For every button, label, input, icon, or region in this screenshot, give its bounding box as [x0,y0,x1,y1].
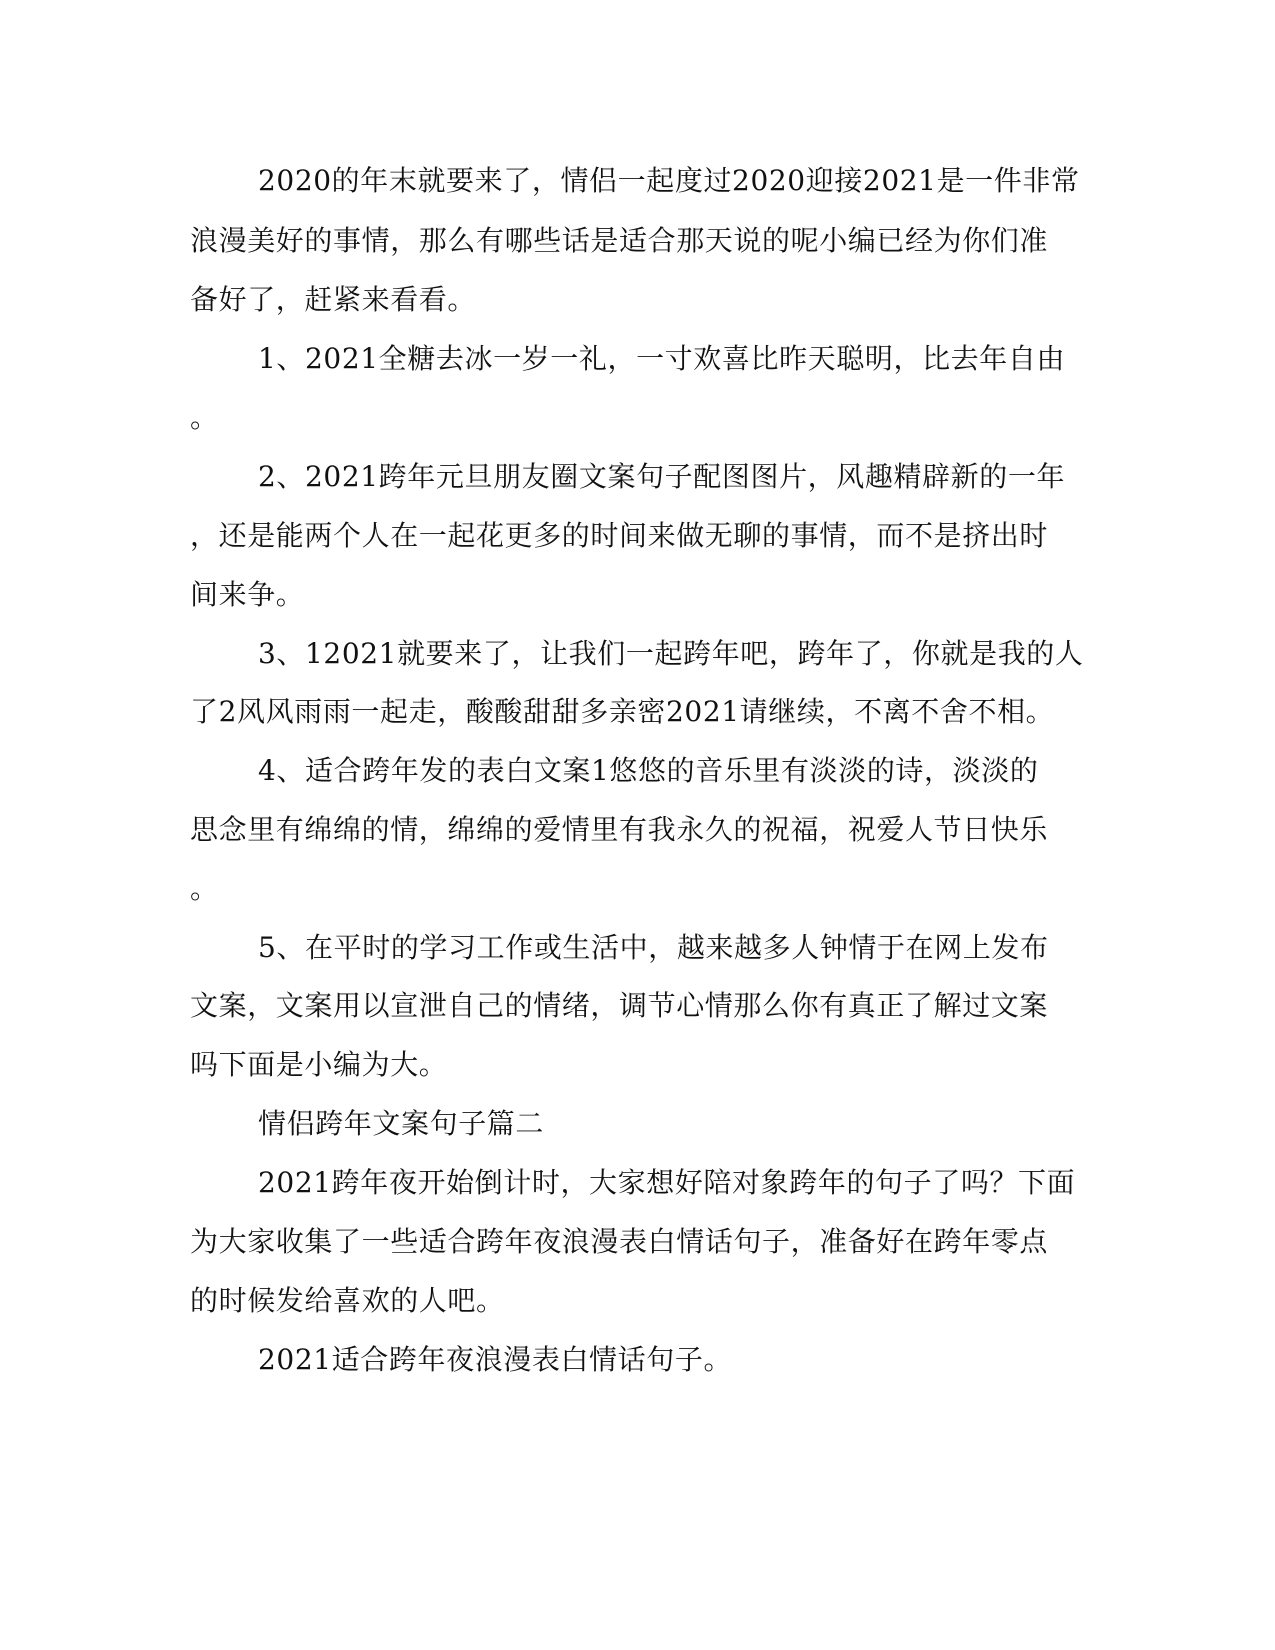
item-2-line-2: ，还是能两个人在一起花更多的时间来做无聊的事情，而不是挤出时 [190,519,1049,552]
item-5-line-2: 文案，文案用以宣泄自己的情绪，调节心情那么你有真正了解过文案 [190,989,1049,1022]
item-2-line-1: 2、2021跨年元旦朋友圈文案句子配图图片，风趣精辟新的一年 [258,460,1066,493]
paragraph-intro-line-1: 2020的年末就要来了，情侣一起度过2020迎接2021是一件非常 [258,164,1080,197]
paragraph-intro-line-3: 备好了，赶紧来看看。 [190,283,477,316]
item-1-line-1: 1、2021全糖去冰一岁一礼，一寸欢喜比昨天聪明，比去年自由 [258,342,1066,375]
paragraph-2-line-3: 的时候发给喜欢的人吧。 [190,1284,505,1317]
paragraph-intro-line-2: 浪漫美好的事情，那么有哪些话是适合那天说的呢小编已经为你们准 [190,224,1049,257]
item-2-line-3: 间来争。 [190,578,305,611]
paragraph-3-line-1: 2021适合跨年夜浪漫表白情话句子。 [258,1343,733,1376]
item-4-line-2: 思念里有绵绵的情，绵绵的爱情里有我永久的祝福，祝爱人节日快乐 [190,813,1049,846]
item-5-line-3: 吗下面是小编为大。 [190,1048,448,1081]
item-3-line-1: 3、12021就要来了，让我们一起跨年吧，跨年了，你就是我的人 [258,637,1084,670]
paragraph-2-line-2: 为大家收集了一些适合跨年夜浪漫表白情话句子，准备好在跨年零点 [190,1225,1049,1258]
item-4-line-3: 。 [190,872,219,905]
item-3-line-2: 了2风风雨雨一起走，酸酸甜甜多亲密2021请继续，不离不舍不相。 [190,695,1055,728]
item-5-line-1: 5、在平时的学习工作或生活中，越来越多人钟情于在网上发布 [258,931,1049,964]
item-4-line-1: 4、适合跨年发的表白文案1悠悠的音乐里有淡淡的诗，淡淡的 [258,754,1039,787]
section-heading: 情侣跨年文案句子篇二 [258,1107,545,1140]
item-1-line-2: 。 [190,401,219,434]
paragraph-2-line-1: 2021跨年夜开始倒计时，大家想好陪对象跨年的句子了吗？下面 [258,1166,1076,1199]
